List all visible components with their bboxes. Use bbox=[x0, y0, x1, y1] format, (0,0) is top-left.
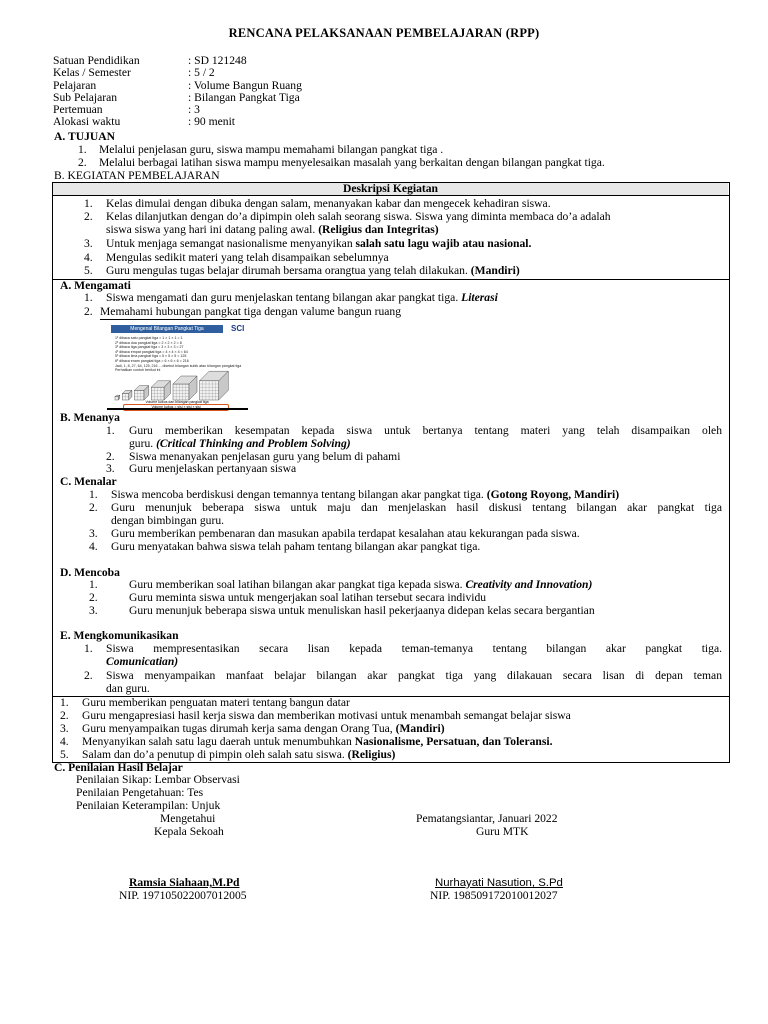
identity-value: : 3 bbox=[188, 103, 200, 117]
menalar-item-cont: dengan bimbingan guru. bbox=[111, 514, 225, 527]
menanya-heading: B. Menanya bbox=[60, 411, 120, 424]
figure-line: 6³ dibaca enam pangkat tiga = 6 × 6 × 6 = 216 bbox=[115, 358, 189, 363]
list-number: 2. bbox=[89, 501, 98, 514]
signature-left-label: Mengetahui bbox=[160, 812, 216, 825]
identity-key: Pertemuan bbox=[53, 103, 103, 117]
list-number: 2. bbox=[84, 305, 93, 318]
list-number: 4. bbox=[89, 540, 98, 553]
list-number: 1. bbox=[106, 424, 115, 437]
menanya-item: Siswa menanyakan penjelasan guru yang belum di pahami bbox=[129, 450, 401, 463]
figure-line: Perhatikan contoh berikut ini bbox=[115, 368, 161, 373]
mencoba-item: Guru meminta siswa untuk mengerjakan soal latihan tersebut secara individu bbox=[129, 591, 487, 604]
signature-right-role: Guru MTK bbox=[476, 825, 529, 838]
pendahuluan-item: Mengulas sedikit materi yang telah disampaikan sebelumnya bbox=[106, 251, 389, 264]
penutup-item: Guru menyampaikan tugas dirumah kerja sama dengan Orang Tua, (Mandiri) bbox=[82, 722, 445, 735]
list-number: 1. bbox=[78, 143, 87, 156]
mengkomunikasikan-item: Siswa menyampaikan manfaat belajar bilangan akar pangkat tiga yang dilakauan secara lisan di depan teman bbox=[106, 669, 722, 682]
pendahuluan-item: Kelas dimulai dengan dibuka dengan salam, menanyakan kabar dan mengecek kehadiran siswa. bbox=[106, 197, 551, 210]
figure-rule bbox=[107, 408, 248, 410]
menalar-item: Guru menyatakan bahwa siswa telah paham tentang bilangan akar pangkat tiga. bbox=[111, 540, 481, 553]
list-number: 1. bbox=[60, 696, 69, 709]
list-number: 2. bbox=[60, 709, 69, 722]
identity-key: Satuan Pendidikan bbox=[53, 54, 140, 67]
menalar-item: Guru menunjuk beberapa siswa untuk maju dan menjelaskan hasil diskusi tentang bilangan akar pangkat tiga bbox=[111, 501, 722, 514]
cube-front bbox=[173, 384, 189, 400]
signature-right-place-date: Pematangsiantar, Januari 2022 bbox=[416, 812, 558, 825]
mengamati-item: Siswa mengamati dan guru menjelaskan tentang bilangan akar pangkat tiga. Literasi bbox=[106, 291, 498, 304]
identity-value: : Bilangan Pangkat Tiga bbox=[188, 90, 300, 104]
identity-key: Sub Pelajaran bbox=[53, 90, 118, 104]
underline-rule bbox=[100, 319, 250, 320]
list-number: 3. bbox=[89, 527, 98, 540]
signature-right-nip: NIP. 198509172010012027 bbox=[430, 889, 558, 902]
cube-drawing bbox=[113, 368, 247, 402]
signature-left-name: Ramsia Siahaan,M.Pd bbox=[129, 876, 240, 889]
penilaian-heading: C. Penilaian Hasil Belajar bbox=[54, 761, 183, 774]
cube-front bbox=[134, 390, 144, 400]
figure-line: 1³ dibaca satu pangkat tiga = 1 × 1 × 1 = 1 bbox=[115, 336, 183, 340]
list-number: 2. bbox=[84, 669, 93, 682]
divider bbox=[52, 195, 729, 196]
cube-figure bbox=[107, 322, 249, 410]
list-number: 5. bbox=[60, 748, 69, 761]
mencoba-heading: D. Mencoba bbox=[60, 566, 120, 579]
list-number: 1. bbox=[89, 488, 98, 501]
list-number: 1. bbox=[84, 642, 93, 655]
list-number: 3. bbox=[106, 462, 115, 475]
list-number: 4. bbox=[60, 735, 69, 748]
table-header: Deskripsi Kegiatan bbox=[342, 182, 438, 195]
list-number: 3. bbox=[84, 237, 93, 250]
page-title: RENCANA PELAKSANAAN PEMBELAJARAN (RPP) bbox=[228, 26, 540, 40]
divider bbox=[52, 279, 729, 280]
figure-header: Mengenal Bilangan Pangkat Tiga bbox=[130, 326, 204, 332]
list-number: 2. bbox=[78, 156, 87, 169]
penilaian-item: Penilaian Keterampilan: Unjuk bbox=[76, 799, 221, 812]
mencoba-item: Guru memberikan soal latihan bilangan akar pangkat tiga kepada siswa. Creativity and Innovation) bbox=[129, 578, 593, 591]
mencoba-item: Guru menunjuk beberapa siswa untuk menuliskan hasil pekerjaanya didepan kelas secara bergantian bbox=[129, 604, 595, 617]
mengamati-heading: A. Mengamati bbox=[60, 279, 131, 292]
list-number: 1. bbox=[89, 578, 98, 591]
identity-key: Pelajaran bbox=[53, 78, 97, 92]
identity-key: Kelas / Semester bbox=[53, 66, 131, 80]
figure-caption: Volume kubus dan bilangan pangkat tiga bbox=[145, 400, 209, 404]
menalar-item: Guru memberikan pembenaran dan masukan apabila terdapat kesalahan atau kekurangan pada siswa. bbox=[111, 527, 580, 540]
list-number: 3. bbox=[60, 722, 69, 735]
sci-logo: SCI bbox=[231, 324, 245, 333]
cube-front bbox=[115, 397, 118, 400]
figure-line: 5³ dibaca lima pangkat tiga = 5 × 5 × 5 = 125 bbox=[115, 354, 187, 359]
penutup-item: Guru mengapresiasi hasil kerja siswa dan memberikan motivasi untuk menambah semangat belajar siswa bbox=[82, 709, 571, 722]
formula-text: Volume kubus = sisi × sisi × sisi bbox=[151, 404, 201, 409]
signature-left-nip: NIP. 197105022007012005 bbox=[119, 889, 247, 902]
kegiatan-heading: B. KEGIATAN PEMBELAJARAN bbox=[54, 169, 220, 182]
menalar-item: Siswa mencoba berdiskusi dengan temannya tentang bilangan akar pangkat tiga. (Gotong Royong, Mandiri) bbox=[111, 488, 620, 501]
identity-block bbox=[53, 55, 302, 129]
penutup-item: Menyanyikan salah satu lagu daerah untuk menumbuhkan Nasionalisme, Persatuan, dan Toleransi. bbox=[82, 735, 553, 748]
mengkomunikasikan-heading: E. Mengkomunikasikan bbox=[60, 629, 179, 642]
menanya-item: Guru memberikan kesempatan kepada siswa untuk bertanya tentang materi yang telah disampaikan oleh bbox=[129, 424, 722, 437]
figure-line: 2³ dibaca dua pangkat tiga = 2 × 2 × 2 = 8 bbox=[115, 340, 182, 345]
penilaian-item: Penilaian Pengetahuan: Tes bbox=[76, 786, 204, 799]
identity-value: : 90 menit bbox=[188, 115, 236, 129]
figure-line: 4³ dibaca empat pangkat tiga = 4 × 4 × 4 = 64 bbox=[115, 349, 188, 354]
identity-value: : SD 121248 bbox=[188, 54, 247, 67]
menalar-heading: C. Menalar bbox=[60, 475, 117, 488]
list-number: 5. bbox=[84, 264, 93, 277]
figure-line: 3³ dibaca tiga pangkat tiga = 3 × 3 × 3 = 27 bbox=[115, 345, 184, 350]
penutup-item: Salam dan do’a penutup di pimpin oleh salah satu siswa. (Religius) bbox=[82, 748, 396, 761]
identity-value: : 5 / 2 bbox=[188, 66, 215, 80]
identity-key: Alokasi waktu bbox=[53, 115, 121, 129]
pendahuluan-item: Untuk menjaga semangat nasionalisme menyanyikan salah satu lagu wajib atau nasional. bbox=[106, 237, 532, 250]
list-number: 3. bbox=[89, 604, 98, 617]
penutup-item: Guru memberikan penguatan materi tentang bangun datar bbox=[82, 696, 350, 709]
list-number: 1. bbox=[84, 291, 93, 304]
figure-line: Jadi, 1, 8, 27, 64, 125, 216 ... disebut bilangan kubik atau bilangan pangkat tiga bbox=[115, 363, 242, 368]
tujuan-heading: A. TUJUAN bbox=[54, 130, 115, 143]
menanya-item-cont: guru. (Critical Thinking and Problem Solving) bbox=[129, 437, 351, 450]
tujuan-item: Melalui penjelasan guru, siswa mampu memahami bilangan pangkat tiga . bbox=[99, 143, 444, 156]
mengamati-item: Memahami hubungan pangkat tiga dengan valume bangun ruang bbox=[100, 305, 402, 318]
penilaian-item: Penilaian Sikap: Lembar Observasi bbox=[76, 773, 240, 786]
identity-value: : Volume Bangun Ruang bbox=[188, 78, 302, 92]
list-number: 4. bbox=[84, 251, 93, 264]
tujuan-item: Melalui berbagai latihan siswa mampu menyelesaikan masalah yang berkaitan dengan bilangan pangkat tiga. bbox=[99, 156, 605, 169]
list-number: 1. bbox=[84, 197, 93, 210]
mengkomunikasikan-item-cont: Comunicatian) bbox=[106, 655, 179, 668]
pendahuluan-item: Guru mengulas tugas belajar dirumah bersama orangtua yang telah dilakukan. (Mandiri) bbox=[106, 264, 520, 277]
list-number: 2. bbox=[106, 450, 115, 463]
pendahuluan-item-cont: siswa siswa yang hari ini datang paling awal. (Religius dan Integritas) bbox=[106, 223, 439, 236]
list-number: 2. bbox=[84, 210, 93, 223]
signature-right-name: Nurhayati Nasution, S.Pd bbox=[435, 877, 563, 889]
identity-row bbox=[53, 116, 302, 128]
signature-left-role: Kepala Sekoah bbox=[154, 825, 224, 838]
mengkomunikasikan-item: Siswa mempresentasikan secara lisan kepada teman-temanya tentang bilangan akar pangkat tiga. bbox=[106, 642, 722, 655]
list-number: 2. bbox=[89, 591, 98, 604]
pendahuluan-item: Kelas dilanjutkan dengan do’a dipimpin oleh salah seorang siswa. Siswa yang diminta membaca do’a adalah bbox=[106, 210, 611, 223]
menanya-item: Guru menjelaskan pertanyaan siswa bbox=[129, 462, 297, 475]
mengkomunikasikan-item-cont: dan guru. bbox=[106, 682, 150, 695]
